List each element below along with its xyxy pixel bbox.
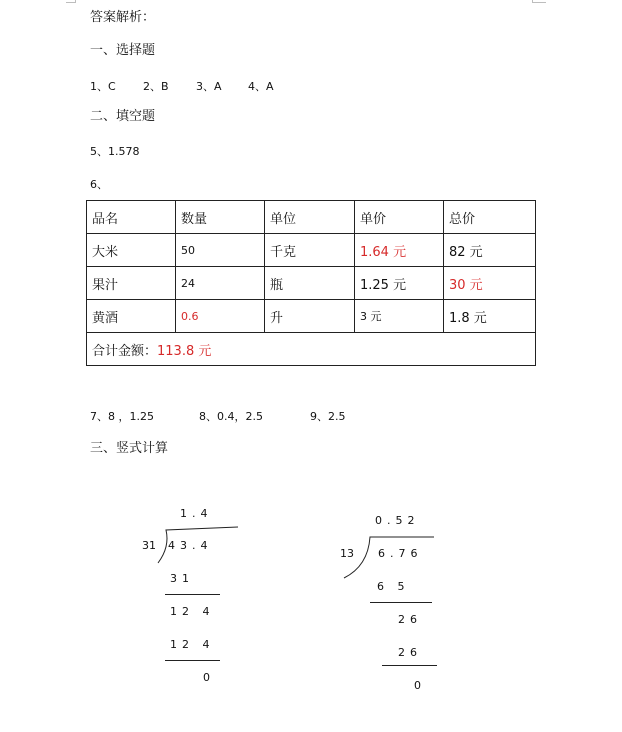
total-cell xyxy=(87,333,536,366)
section2-title: 二、填空题 xyxy=(90,109,156,124)
answer-2: 2、B xyxy=(143,80,169,93)
table-cell: 82 元 xyxy=(444,234,536,267)
calc1-divisor: 31 xyxy=(142,539,156,552)
table-cell-answer: 30 元 xyxy=(444,267,536,300)
header-cell: 单位 xyxy=(265,201,355,234)
table-cell: 大米 xyxy=(87,234,176,267)
calc1-rule-2 xyxy=(165,660,220,661)
question-8: 8、0.4，2.5 xyxy=(199,410,263,423)
table-cell-answer: 1.64 元 xyxy=(355,234,444,267)
total-value: 113.8 元 xyxy=(157,343,212,359)
header-cell: 单价 xyxy=(355,201,444,234)
table-cell-answer: 0.6 xyxy=(176,300,265,333)
total-label: 合计金额： xyxy=(92,343,158,359)
table-cell: 果汁 xyxy=(87,267,176,300)
calc2-step2: 26 xyxy=(398,613,422,626)
table-header-row xyxy=(87,201,536,234)
calc1-step3: 12 4 xyxy=(170,638,215,651)
table-row xyxy=(87,267,536,300)
header-cell: 数量 xyxy=(176,201,265,234)
answer-3: 3、A xyxy=(196,80,222,93)
table-row xyxy=(87,234,536,267)
calc1-dividend: 43.4 xyxy=(168,539,213,552)
calc1-quotient: 1.4 xyxy=(180,507,213,520)
answer-1: 1、C xyxy=(90,80,116,93)
table-cell: 瓶 xyxy=(265,267,355,300)
calc2-quotient: 0.52 xyxy=(375,514,420,527)
table-cell: 1.8 元 xyxy=(444,300,536,333)
calc2-dividend: 6.76 xyxy=(378,547,423,560)
calc2-rule-1 xyxy=(370,602,432,603)
calc2-divisor: 13 xyxy=(340,547,354,560)
calc2-step3: 26 xyxy=(398,646,422,659)
answer-4: 4、A xyxy=(248,80,274,93)
calc2-rule-2 xyxy=(382,665,437,666)
price-table xyxy=(86,200,536,366)
question-5: 5、1.578 xyxy=(90,145,140,158)
header-cell: 总价 xyxy=(444,201,536,234)
corner-mark-left-h xyxy=(66,2,76,3)
question-7: 7、8 ，1.25 xyxy=(90,410,154,423)
table-row xyxy=(87,300,536,333)
table-cell: 千克 xyxy=(265,234,355,267)
table-cell: 升 xyxy=(265,300,355,333)
calc1-remainder: 0 xyxy=(203,671,215,684)
calc2-remainder: 0 xyxy=(414,679,426,692)
question-9: 9、2.5 xyxy=(310,410,346,423)
calc1-step1: 31 xyxy=(170,572,194,585)
section3-title: 三、竖式计算 xyxy=(90,441,169,456)
corner-mark-right-h xyxy=(532,2,546,3)
header-cell: 品名 xyxy=(87,201,176,234)
calc2-step1: 6 5 xyxy=(377,580,410,593)
calc1-step2: 12 4 xyxy=(170,605,215,618)
table-cell: 50 xyxy=(176,234,265,267)
page-heading: 答案解析： xyxy=(90,10,156,25)
table-total-row xyxy=(87,333,536,366)
table-cell: 24 xyxy=(176,267,265,300)
calc1-rule-1 xyxy=(165,594,220,595)
section1-title: 一、选择题 xyxy=(90,43,156,58)
table-cell: 1.25 元 xyxy=(355,267,444,300)
table-cell: 黄酒 xyxy=(87,300,176,333)
question-6: 6、 xyxy=(90,178,108,191)
table-cell: 3 元 xyxy=(355,300,444,333)
